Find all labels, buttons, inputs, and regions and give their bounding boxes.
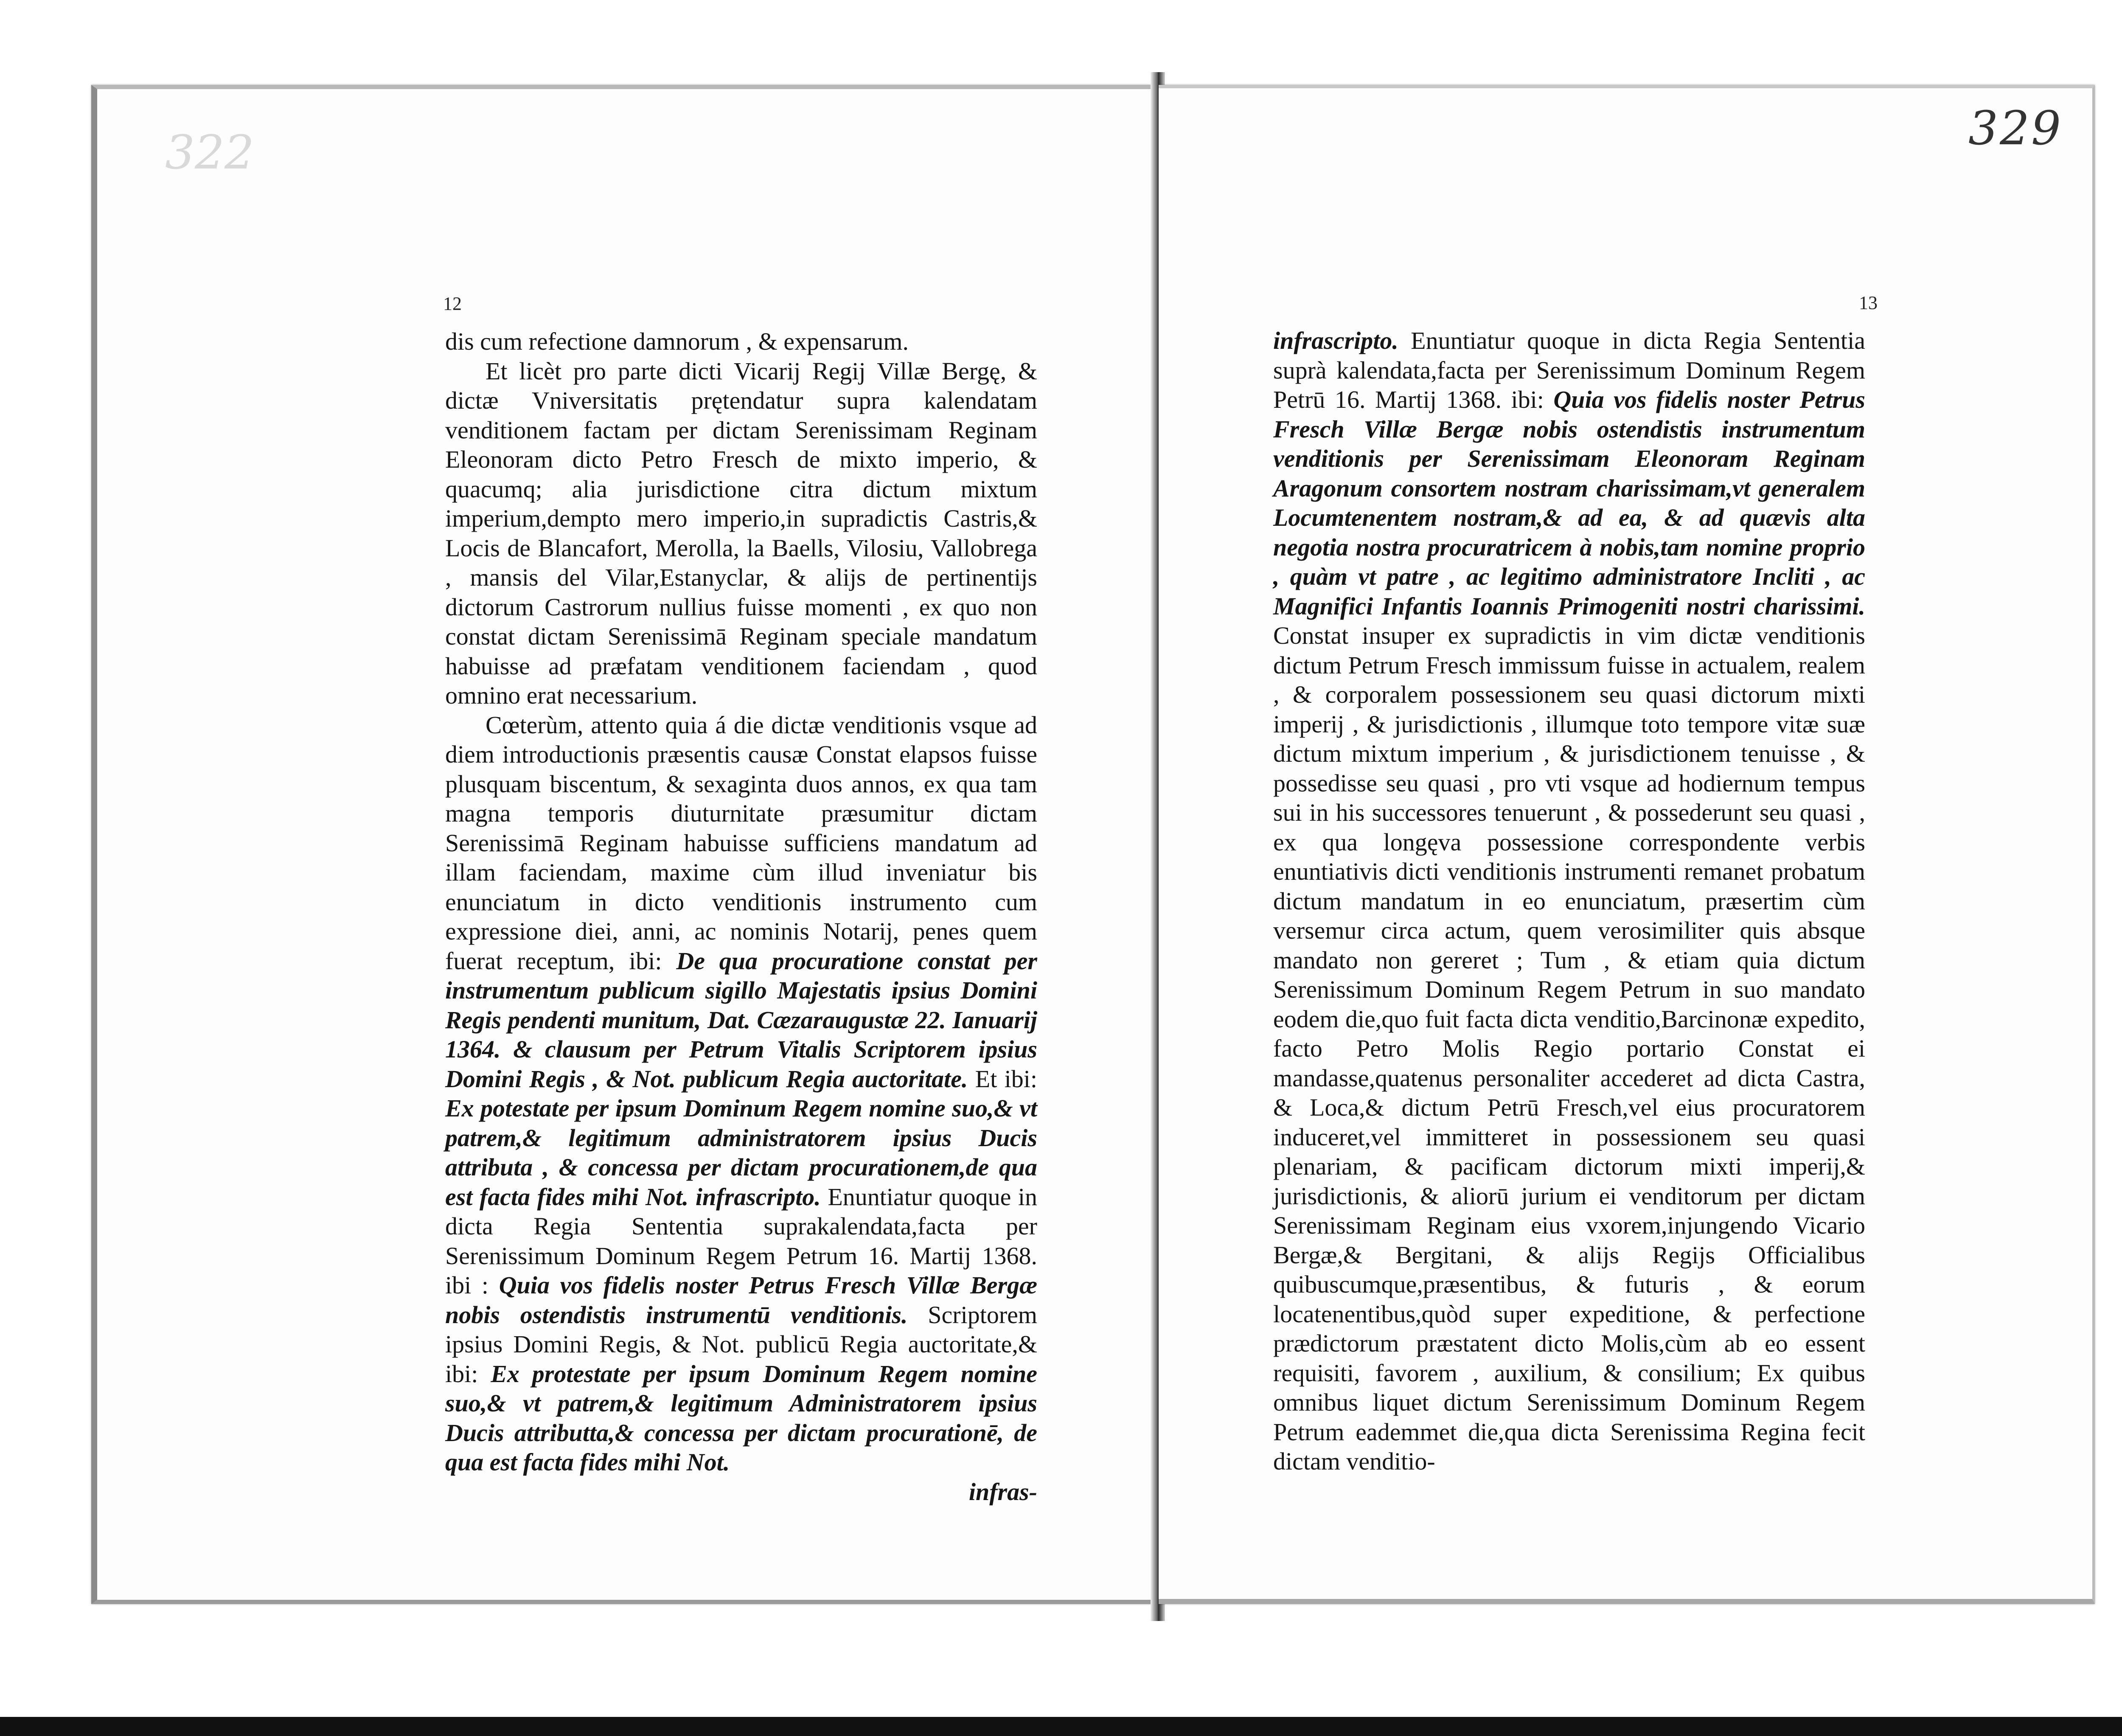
paragraph-text: Constat insuper ex supradictis in vim dictæ venditionis dictum Petrum Fresch immissum fuisse in actualem, realem , & corporalem possessionem seu quasi dictorum mixti imperij , & jurisdictionis , illumque toto tempore vitæ suæ dictum mixtum imperium , & jurisdictionem tenuisse , & possedisse seu quasi , pro vti vsque ad hodiernum tempus sui in his successores tenuerunt , & possederunt seu quasi , ex qua longęva possessione correspondente verbis enuntiativis dicti venditionis instrumenti remanet probatum dictum mandatum in eo enunciatum, præsertim cùm versemur circa actum, quem verosimiliter quis absque mandato non gereret ; Tum , & etiam quia dictum Serenissimum Dominum Regem Petrum in suo mandato eodem die,quo fuit facta dicta venditio,Barcinonæ expedito, facto Petro Molis Regio portario Constat ei mandasse,quatenus personaliter accederet ad dicta Castra, & Loca,& dictum Petrū Fresch,vel eius procuratorem induceret,vel immitteret in possessionem seu quasi plenariam, & pacificam dictorum mixti imperij,& jurisdictionis, & aliorū jurium ei venditorum per dictam Serenissimam Reginam eius vxorem,injungendo Vicario Bergæ,& Bergitani, & alijs Regijs Officialibus quibuscumque,præsentibus, & futuris , & eorum locatenentibus,quòd super expeditione, & perfectione prædictorum præstatent dicto Molis,cùm ab eo essent requisiti, favorem , auxilium, & consilium; Ex quibus omnibus liquet dictum Serenissimum Dominum Regem Petrum eademmet die,qua dicta Serenissima Regina fecit dictam venditio- bbox=[1273, 622, 1865, 1475]
paragraph-text: Et ibi: bbox=[975, 1065, 1037, 1093]
quoted-latin: Quia vos fidelis noster Petrus Fresch Villæ Bergæ nobis ostendistis instrumentum venditionis per Serenissimam Eleonoram Reginam Aragonum consortem nostram charissimam,vt generalem Locumtenentem nostram,& ad ea, & ad quævis alta negotia nostra procuratricem à nobis,tam nomine proprio , quàm vt patre , ac legitimo administratore Incliti , ac Magnifici Infantis Ioannis Primogeniti nostri charissimi. bbox=[1273, 386, 1865, 620]
paragraph: dis cum refectione damnorum , & expensarum. bbox=[445, 328, 909, 355]
right-page bbox=[1159, 85, 2095, 1604]
open-book bbox=[91, 59, 2094, 1680]
scanner-bed-edge bbox=[0, 1717, 2122, 1736]
left-page bbox=[91, 85, 1162, 1604]
paragraph: Et licèt pro parte dicti Vicarij Regij Villæ Bergę, & dictæ Vniversitatis prętendatur supra kalendatam venditionem factam per dictam Serenissimam Reginam Eleonoram dicto Petro Fresch de mixto imperio, & quacumq; alia jurisdictione citra dictum mixtum imperium,dempto mero imperio,in supradictis Castris,& Locis de Blancafort, Merolla, la Baells, Vilosiu, Vallobrega , mansis del Vilar,Estanyclar, & alijs de pertinentijs dictorum Castrorum nullius fuisse momenti , ex quo non constat dictam Serenissimā Reginam speciale mandatum habuisse ad præfatam venditionem faciendam , quod omnino erat necessarium. bbox=[445, 357, 1037, 709]
paragraph bbox=[1273, 326, 1865, 1476]
catchword: infras- bbox=[968, 1478, 1037, 1506]
quoted-latin: Ex potestate per ipsum Dominum Regem nomine suo,& vt patrem,& legitimum administratorem ipsius Ducis attributa , & concessa per dictam procurationem,de qua est facta fides mihi Not. infrascripto. bbox=[445, 1094, 1037, 1211]
faded-folio-number: 322 bbox=[165, 125, 254, 179]
quoted-latin: Ex protestate per ipsum Dominum Regem nomine suo,& vt patrem,& legitimum Administratorem ipsius Ducis attributta,& concessa per dictam procurationē, de qua est facta fides mihi Not. bbox=[445, 1360, 1037, 1476]
paragraph-text: Enuntiatur quoque in dicta Regia Sententia suprakalendata,facta per Serenissimum Dominum Regem Petrum 16. Martij 1368. ibi : bbox=[445, 1183, 1037, 1299]
paragraph-text: Scriptorem ipsius Domini Regis, & Not. publicū Regia auctoritate,& ibi: bbox=[445, 1301, 1038, 1388]
paragraph-text: Enuntiatur quoque in dicta Regia Sententia suprà kalendata,facta per Serenissimum Dominum Regem Petrū 16. Martij 1368. ibi: bbox=[1273, 327, 1865, 413]
page-number: 12 bbox=[443, 293, 462, 314]
quoted-latin: Quia vos fidelis noster Petrus Fresch Villæ Bergæ nobis ostendistis instrumentū venditionis. bbox=[445, 1271, 1038, 1329]
right-text-block bbox=[1273, 326, 1865, 1476]
page-number: 13 bbox=[1859, 292, 1878, 313]
quoted-latin: infrascripto. bbox=[1273, 327, 1398, 354]
quoted-latin: De qua procuratione constat per instrumentum publicum sigillo Majestatis ipsius Domini Regis pendenti munitum, Dat. Cæzaraugustæ 22. Ianuarij 1364. & clausum per Petrum Vitalis Scriptorem ipsius Domini Regis , & Not. publicum Regia auctoritate. bbox=[445, 947, 1037, 1093]
left-text-block bbox=[445, 327, 1037, 1506]
paragraph bbox=[445, 710, 1037, 1477]
handwritten-folio-number: 329 bbox=[1968, 101, 2063, 155]
paragraph-text: Cœterùm, attento quia á die dictæ venditionis vsque ad diem introductionis præsentis causæ Constat elapsos fuisse plusquam biscentum, & sexaginta duos annos, ex qua tam magna temporis diuturnitate præsumitur dictam Serenissimā Reginam habuisse sufficiens mandatum ad illam faciendam, maxime cùm illud inveniatur bis enunciatum in dicto venditionis instrumento cum expressione diei, anni, ac nominis Notarij, penes quem fuerat receptum, ibi: bbox=[445, 711, 1037, 975]
